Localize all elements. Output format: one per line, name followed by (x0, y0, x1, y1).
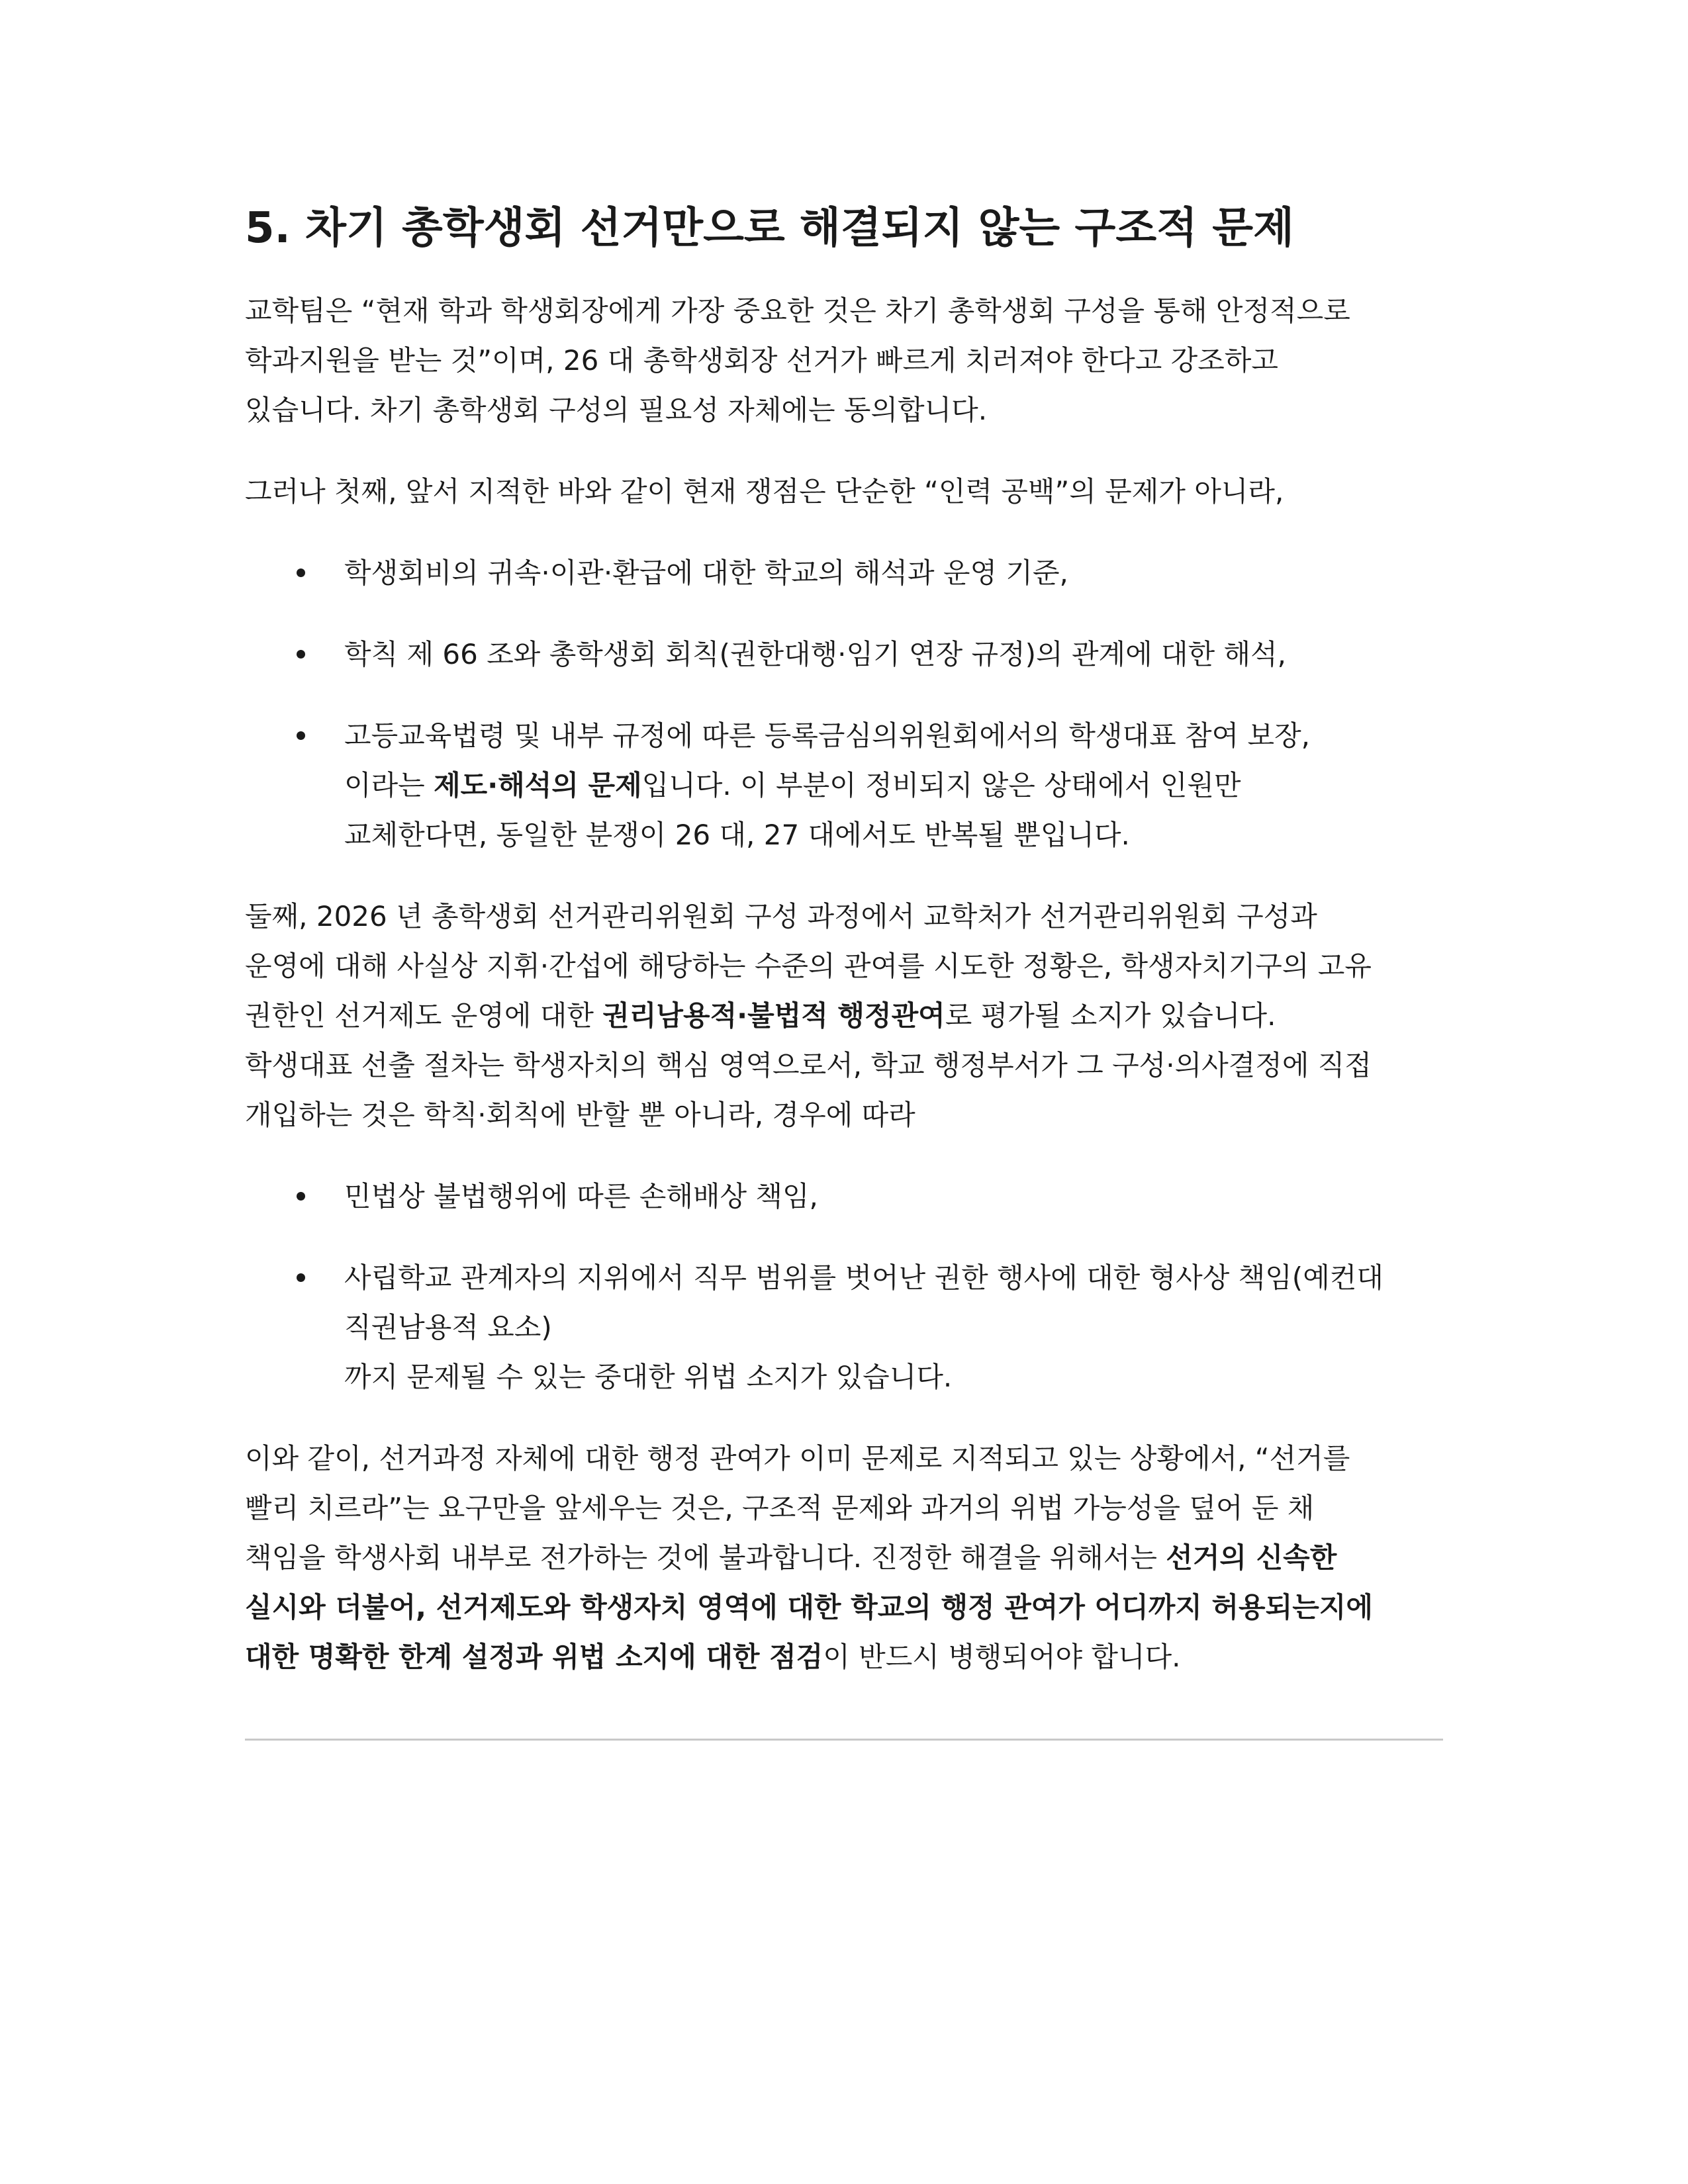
paragraph-4-line-4 (245, 1582, 1443, 1632)
paragraph-1-line-1: 교학팀은 “현재 학과 학생회장에게 가장 중요한 것은 차기 총학생회 구성을 통해 안정적으로 (245, 295, 1350, 327)
list-item-text: 학칙 제 66 조와 총학생회 회칙(권한대행·임기 연장 규정)의 관계에 대한 해석, (344, 638, 1287, 670)
emphasis-text: 실시와 더불어, 선거제도와 학생자치 영역에 대한 학교의 행정 관여가 어디까지 허용되는지에 (245, 1591, 1373, 1623)
text-run: 입니다. 이 부분이 정비되지 않은 상태에서 인원만 (641, 769, 1241, 801)
emphasis-text: 제도·해석의 문제 (434, 769, 642, 801)
paragraph-4 (245, 1433, 1443, 1682)
text-run: 로 평가될 소지가 있습니다. (945, 999, 1276, 1032)
paragraph-1-line-3: 있습니다. 차기 총학생회 구성의 필요성 자체에는 동의합니다. (245, 394, 988, 426)
list-item (245, 1171, 1443, 1221)
list-item (245, 548, 1443, 598)
list-item-text-continued (344, 760, 1443, 810)
paragraph-4-line-2: 빨리 치르라”는 요구만을 앞세우는 것은, 구조적 문제와 과거의 위법 가능성을 덮어 둔 채 (245, 1492, 1315, 1524)
paragraph-3-line-2: 운영에 대해 사실상 지휘·간섭에 해당하는 수준의 관여를 시도한 정황은, 학생자치기구의 고유 (245, 950, 1372, 982)
paragraph-3-line-1: 둘째, 2026 년 총학생회 선거관리위원회 구성 과정에서 교학처가 선거관리위원회 구성과 (245, 900, 1317, 933)
paragraph-1 (245, 286, 1443, 435)
list-item-text: 사립학교 관계자의 지위에서 직무 범위를 벗어난 권한 행사에 대한 형사상 책임(예컨대 (344, 1261, 1383, 1294)
bullet-icon (297, 569, 305, 577)
list-item-text: 민법상 불법행위에 따른 손해배상 책임, (344, 1180, 818, 1212)
document-page (245, 199, 1443, 1682)
list-item-text-continued: 직권남용적 요소) (344, 1311, 552, 1343)
paragraph-4-line-3 (245, 1533, 1443, 1582)
paragraph-3 (245, 891, 1443, 1140)
text-run: 이라는 (344, 769, 434, 801)
paragraph-3-line-5: 개입하는 것은 학칙·회칙에 반할 뿐 아니라, 경우에 따라 (245, 1099, 915, 1131)
bullet-icon (297, 731, 305, 740)
emphasis-text: 권리남용적·불법적 행정관여 (602, 999, 945, 1032)
horizontal-divider (245, 1739, 1443, 1741)
emphasis-text: 대한 명확한 한계 설정과 위법 소지에 대한 점검 (245, 1641, 823, 1673)
paragraph-2: 그러나 첫째, 앞서 지적한 바와 같이 현재 쟁점은 단순한 “인력 공백”의 문제가 아니라, (245, 475, 1284, 508)
list-item (245, 1253, 1443, 1402)
list-item-text: 학생회비의 귀속·이관·환급에 대한 학교의 해석과 운영 기준, (344, 557, 1068, 589)
list-item-text-continued: 교체한다면, 동일한 분쟁이 26 대, 27 대에서도 반복될 뿐입니다. (344, 819, 1130, 851)
bullet-icon (297, 1192, 305, 1201)
paragraph-4-line-5 (245, 1632, 1443, 1682)
paragraph-4-line-1: 이와 같이, 선거과정 자체에 대한 행정 관여가 이미 문제로 지적되고 있는 상황에서, “선거를 (245, 1442, 1350, 1475)
text-run: 이 반드시 병행되어야 합니다. (823, 1641, 1181, 1673)
paragraph-3-line-3 (245, 991, 1443, 1040)
text-run: 책임을 학생사회 내부로 전가하는 것에 불과합니다. 진정한 해결을 위해서는 (245, 1541, 1166, 1574)
liability-list (245, 1171, 1443, 1402)
list-item (245, 629, 1443, 679)
list-item-text-continued: 까지 문제될 수 있는 중대한 위법 소지가 있습니다. (344, 1361, 953, 1393)
paragraph-3-line-4: 학생대표 선출 절차는 학생자치의 핵심 영역으로서, 학교 행정부서가 그 구성·의사결정에 직접 (245, 1049, 1372, 1081)
list-item-text: 고등교육법령 및 내부 규정에 따른 등록금심의위원회에서의 학생대표 참여 보장, (344, 719, 1311, 752)
paragraph-1-line-2: 학과지원을 받는 것”이며, 26 대 총학생회장 선거가 빠르게 치러져야 한다고 강조하고 (245, 344, 1278, 377)
bullet-icon (297, 1273, 305, 1282)
issue-list (245, 548, 1443, 860)
bullet-icon (297, 650, 305, 659)
section-title: 5. 차기 총학생회 선거만으로 해결되지 않는 구조적 문제 (245, 204, 1294, 253)
list-item (245, 711, 1443, 860)
emphasis-text: 선거의 신속한 (1166, 1541, 1337, 1574)
text-run: 권한인 선거제도 운영에 대한 (245, 999, 603, 1032)
